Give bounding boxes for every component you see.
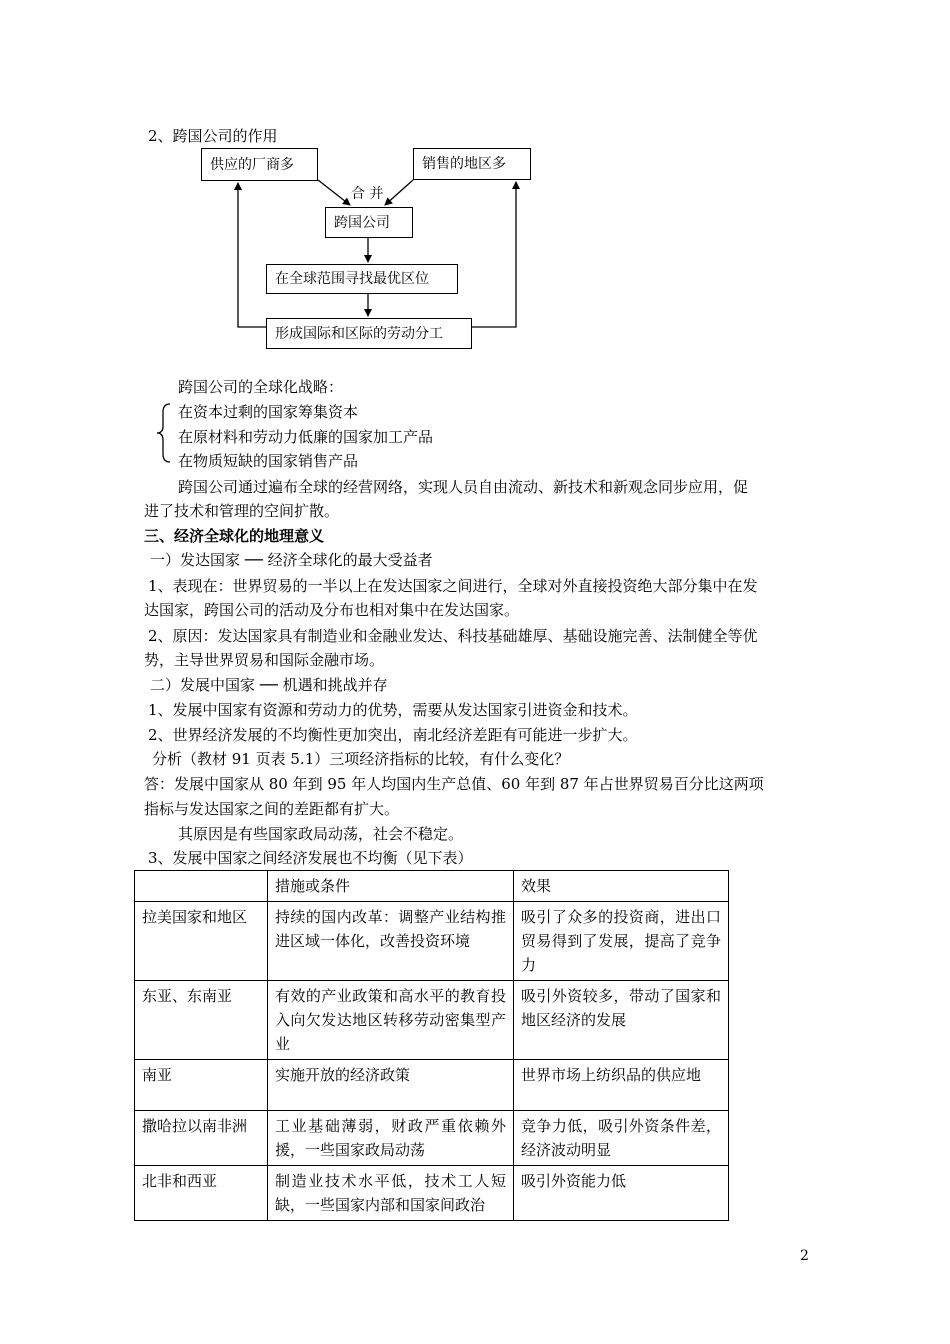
table-cell-measures: 实施开放的经济政策 [268, 1060, 514, 1111]
box-sales [413, 148, 531, 180]
table-row [135, 1111, 729, 1166]
table-cell-effect: 吸引外资较多，带动了国家和地区经济的发展 [514, 981, 729, 1060]
box-division-label: 形成国际和区际的劳动分工 [275, 325, 443, 342]
table-cell-region: 南亚 [135, 1060, 268, 1111]
table-cell-region: 撒哈拉以南非洲 [135, 1111, 268, 1166]
section-3-heading: 三、经济全球化的地理意义 [144, 527, 325, 545]
developed-p2-line1: 2、原因：发达国家具有制造业和金融业发达、科技基础雄厚、基础设施完善、法制健全等优 [148, 627, 758, 645]
box-mnc [325, 207, 413, 238]
developing-p1: 1、发展中国家有资源和劳动力的优势，需要从发达国家引进资金和技术。 [148, 701, 638, 719]
strategy-item-1: 在资本过剩的国家筹集资本 [178, 403, 359, 421]
table-header-cell: 效果 [514, 871, 729, 902]
developed-p1-line2: 达国家，跨国公司的活动及分布也相对集中在发达国家。 [144, 601, 520, 619]
developing-regions-table [134, 870, 729, 1221]
arrow-division-to-suppliers [238, 183, 266, 327]
box-suppliers-label: 供应的厂商多 [210, 156, 294, 173]
section-2-heading: 2、跨国公司的作用 [148, 127, 278, 145]
developed-heading: 一）发达国家 ── 经济全球化的最大受益者 [150, 551, 433, 569]
table-cell-effect: 吸引外资能力低 [514, 1166, 729, 1221]
table-cell-effect: 竞争力低，吸引外资条件差，经济波动明显 [514, 1111, 729, 1166]
reason-text: 其原因是有些国家政局动荡，社会不稳定。 [178, 825, 464, 843]
table-cell-measures: 工业基础薄弱，财政严重依赖外援，一些国家政局动荡 [268, 1111, 514, 1166]
table-cell-region: 北非和西亚 [135, 1166, 268, 1221]
table-cell-effect: 吸引了众多的投资商，进出口贸易得到了发展，提高了竞争力 [514, 902, 729, 981]
developing-p3: 3、发展中国家之间经济发展也不均衡（见下表） [148, 849, 473, 867]
table-row [135, 902, 729, 981]
box-mnc-label: 跨国公司 [334, 214, 390, 231]
box-suppliers [201, 148, 318, 181]
merge-label: 合 并 [351, 186, 384, 202]
table-cell-region: 拉美国家和地区 [135, 902, 268, 981]
table-header-row [135, 871, 729, 902]
table-header-cell [135, 871, 268, 902]
page-number: 2 [800, 1248, 809, 1264]
brace-icon [156, 402, 174, 464]
table-row [135, 1060, 729, 1111]
table-cell-region: 东亚、东南亚 [135, 981, 268, 1060]
table-cell-measures: 制造业技术水平低，技术工人短缺，一些国家内部和国家间政治 [268, 1166, 514, 1221]
strategy-title: 跨国公司的全球化战略： [178, 378, 344, 396]
analysis-question: 分析（教材 91 页表 5.1）三项经济指标的比较，有什么变化？ [152, 750, 570, 768]
developing-p2: 2、世界经济发展的不均衡性更加突出，南北经济差距有可能进一步扩大。 [148, 726, 638, 744]
table-row [135, 981, 729, 1060]
table-cell-measures: 有效的产业政策和高水平的教育投入向欠发达地区转移劳动密集型产业 [268, 981, 514, 1060]
strategy-item-2: 在原材料和劳动力低廉的国家加工产品 [178, 428, 434, 446]
network-para-line2: 进了技术和管理的空间扩散。 [144, 502, 340, 520]
developing-heading: 二）发展中国家 ── 机遇和挑战并存 [150, 676, 388, 694]
table-row [135, 1166, 729, 1221]
box-optimal-location [266, 264, 458, 294]
network-para-line1: 跨国公司通过遍布全球的经营网络，实现人员自由流动、新技术和新观念同步应用，促 [178, 478, 749, 496]
answer-line1: 答：发展中国家从 80 年到 95 年人均国内生产总值、60 年到 87 年占世界贸易百分比这两项 [144, 775, 764, 793]
box-sales-label: 销售的地区多 [422, 156, 506, 172]
arrow-division-to-sales [472, 182, 516, 327]
box-division-of-labour [266, 318, 472, 349]
table-cell-measures: 持续的国内改革：调整产业结构推进区域一体化，改善投资环境 [268, 902, 514, 981]
answer-line2: 指标与发达国家之间的差距都有扩大。 [144, 800, 400, 818]
arrow-sales-to-mnc [385, 180, 413, 205]
developed-p1-line1: 1、表现在：世界贸易的一半以上在发达国家之间进行，全球对外直接投资绝大部分集中在发 [148, 577, 758, 595]
arrow-suppliers-to-mnc [318, 180, 350, 205]
strategy-item-3: 在物质短缺的国家销售产品 [178, 452, 359, 470]
developed-p2-line2: 势，主导世界贸易和国际金融市场。 [144, 651, 385, 669]
table-cell-effect: 世界市场上纺织品的供应地 [514, 1060, 729, 1111]
box-optimal-label: 在全球范围寻找最优区位 [275, 271, 429, 287]
table-header-cell: 措施或条件 [268, 871, 514, 902]
